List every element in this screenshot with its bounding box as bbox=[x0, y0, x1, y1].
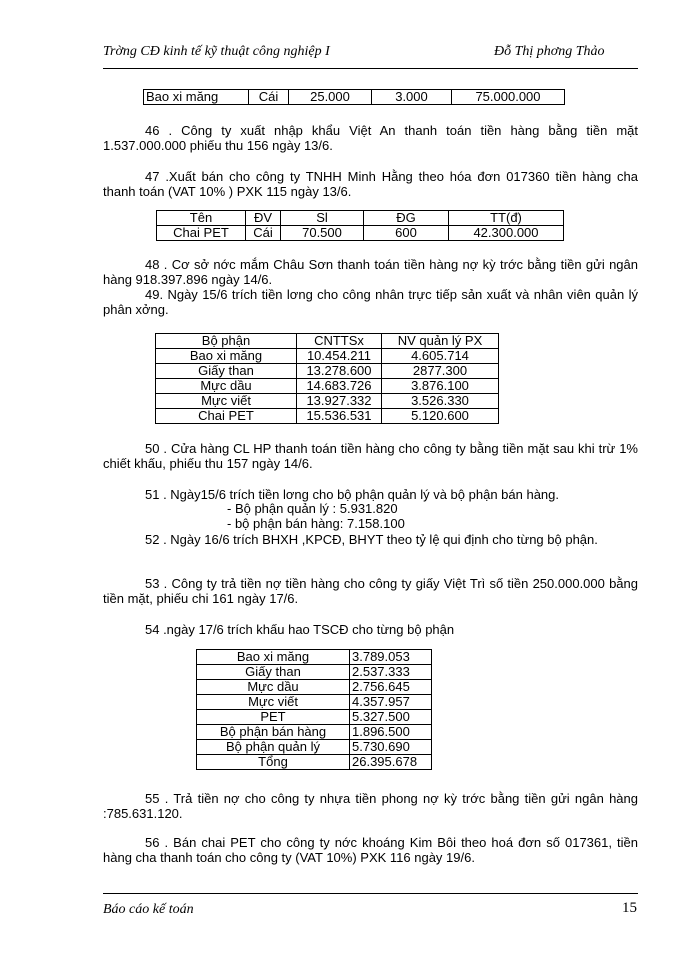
table-cell: 13.278.600 bbox=[297, 364, 382, 379]
table-row bbox=[197, 740, 432, 755]
table-row bbox=[197, 755, 432, 770]
table-row bbox=[197, 650, 432, 665]
table-cell: 2.537.333 bbox=[350, 665, 432, 680]
footer-divider bbox=[103, 893, 638, 894]
table-cell: 3.876.100 bbox=[382, 379, 499, 394]
table-cell: 5.730.690 bbox=[350, 740, 432, 755]
header-school: Trờng CĐ kinh tế kỹ thuật công nghiệp I bbox=[103, 44, 330, 59]
table-row bbox=[156, 349, 499, 364]
table-row bbox=[156, 364, 499, 379]
table-cell: Giấy than bbox=[197, 665, 350, 680]
table-row bbox=[197, 665, 432, 680]
table-header-cell: ĐV bbox=[246, 211, 281, 226]
table-row bbox=[156, 379, 499, 394]
table-cell: 15.536.531 bbox=[297, 409, 382, 424]
table-cell: 75.000.000 bbox=[452, 90, 565, 105]
item-54: 54 .ngày 17/6 trích khấu hao TSCĐ cho từng bộ phận bbox=[145, 622, 455, 637]
table-cell: Bao xi măng bbox=[144, 90, 249, 105]
table-row bbox=[144, 90, 565, 105]
page-number: 15 bbox=[622, 900, 637, 916]
table-cell: Giấy than bbox=[156, 364, 297, 379]
table-wages bbox=[155, 333, 499, 424]
item-55: 55 . Trả tiền nợ cho công ty nhựa tiền phong nợ kỳ trớc bằng tiền gửi ngân hàng :785.631.120. bbox=[103, 791, 638, 821]
item-49: 49. Ngày 15/6 trích tiền lơng cho công nhân trực tiếp sản xuất và nhân viên quản lý phân xởng. bbox=[103, 287, 638, 317]
table-header-row bbox=[156, 334, 499, 349]
item-50: 50 . Cửa hàng CL HP thanh toán tiền hàng cho công ty bằng tiền mặt sau khi trừ 1% chiết khấu, phiếu thu 157 ngày 14/6. bbox=[103, 441, 638, 471]
header-divider bbox=[103, 68, 638, 69]
table-cell: 3.789.053 bbox=[350, 650, 432, 665]
table-row bbox=[157, 226, 564, 241]
table-cell: 4.605.714 bbox=[382, 349, 499, 364]
footer-label: Báo cáo kế toán bbox=[103, 902, 194, 917]
table-cell: 26.395.678 bbox=[350, 755, 432, 770]
table-header-row bbox=[157, 211, 564, 226]
table-cell: 1.896.500 bbox=[350, 725, 432, 740]
item-51-sub-management: - Bộ phận quản lý : 5.931.820 bbox=[227, 501, 398, 516]
item-46: 46 . Công ty xuất nhập khẩu Việt An thanh toán tiền hàng bằng tiền mặt 1.537.000.000 phiếu thu 156 ngày 13/6. bbox=[103, 123, 638, 153]
table-header-cell: ĐG bbox=[364, 211, 449, 226]
table-cell: Mực dầu bbox=[156, 379, 297, 394]
table-cell: Bao xi măng bbox=[197, 650, 350, 665]
table-cell: 5.327.500 bbox=[350, 710, 432, 725]
table-cell: 4.357.957 bbox=[350, 695, 432, 710]
table-cell: Mực viết bbox=[197, 695, 350, 710]
table-cell: Bộ phận quản lý bbox=[197, 740, 350, 755]
table-header-cell: TT(đ) bbox=[449, 211, 564, 226]
table-row bbox=[197, 680, 432, 695]
table-header-cell: CNTTSx bbox=[297, 334, 382, 349]
item-47: 47 .Xuất bán cho công ty TNHH Minh Hằng theo hóa đơn 017360 tiền hàng cha thanh toán (VAT 10% ) PXK 115 ngày 13/6. bbox=[103, 169, 638, 199]
item-53: 53 . Công ty trả tiền nợ tiền hàng cho công ty giấy Việt Trì số tiền 250.000.000 bằng tiền mặt, phiếu chi 161 ngày 17/6. bbox=[103, 576, 638, 606]
table-cell: PET bbox=[197, 710, 350, 725]
table-header-cell: Sl bbox=[281, 211, 364, 226]
table-cell: 3.526.330 bbox=[382, 394, 499, 409]
table-pet bbox=[156, 210, 564, 241]
table-row bbox=[156, 409, 499, 424]
table-depreciation bbox=[196, 649, 432, 770]
table-cell: 2.756.645 bbox=[350, 680, 432, 695]
item-48: 48 . Cơ sở nớc mắm Châu Sơn thanh toán tiền hàng nợ kỳ trớc bằng tiền gửi ngân hàng 918.397.896 ngày 14/6. bbox=[103, 257, 638, 287]
table-cell: 14.683.726 bbox=[297, 379, 382, 394]
item-56: 56 . Bán chai PET cho công ty nớc khoáng Kim Bôi theo hoá đơn số 017361, tiền hàng cha thanh toán cho công ty (VAT 10%) PXK 116 ngày 19/6. bbox=[103, 835, 638, 865]
table-cell: 10.454.211 bbox=[297, 349, 382, 364]
table-cell: 2877.300 bbox=[382, 364, 499, 379]
table-row bbox=[197, 725, 432, 740]
table-top bbox=[143, 89, 565, 105]
table-header-cell: Bộ phận bbox=[156, 334, 297, 349]
item-52: 52 . Ngày 16/6 trích BHXH ,KPCĐ, BHYT theo tỷ lệ qui định cho từng bộ phận. bbox=[145, 532, 598, 547]
item-51-sub-sales: - bộ phận bán hàng: 7.158.100 bbox=[227, 516, 405, 531]
table-header-cell: NV quản lý PX bbox=[382, 334, 499, 349]
table-cell: Cái bbox=[249, 90, 289, 105]
table-cell: 5.120.600 bbox=[382, 409, 499, 424]
table-row bbox=[197, 695, 432, 710]
table-cell: Tổng bbox=[197, 755, 350, 770]
table-row bbox=[197, 710, 432, 725]
table-cell: 13.927.332 bbox=[297, 394, 382, 409]
item-51: 51 . Ngày15/6 trích tiền lơng cho bộ phận quản lý và bộ phận bán hàng. bbox=[145, 487, 559, 502]
table-row bbox=[156, 394, 499, 409]
table-cell: 25.000 bbox=[289, 90, 372, 105]
header-author: Đỗ Thị phơng Thảo bbox=[494, 44, 605, 59]
table-cell: Bao xi măng bbox=[156, 349, 297, 364]
table-cell: Mực viết bbox=[156, 394, 297, 409]
table-cell: Chai PET bbox=[156, 409, 297, 424]
table-header-cell: Tên bbox=[157, 211, 246, 226]
table-cell: 600 bbox=[364, 226, 449, 241]
table-cell: Mực dầu bbox=[197, 680, 350, 695]
table-cell: 42.300.000 bbox=[449, 226, 564, 241]
table-cell: 70.500 bbox=[281, 226, 364, 241]
table-cell: Chai PET bbox=[157, 226, 246, 241]
table-cell: Bộ phận bán hàng bbox=[197, 725, 350, 740]
table-cell: 3.000 bbox=[372, 90, 452, 105]
table-cell: Cái bbox=[246, 226, 281, 241]
